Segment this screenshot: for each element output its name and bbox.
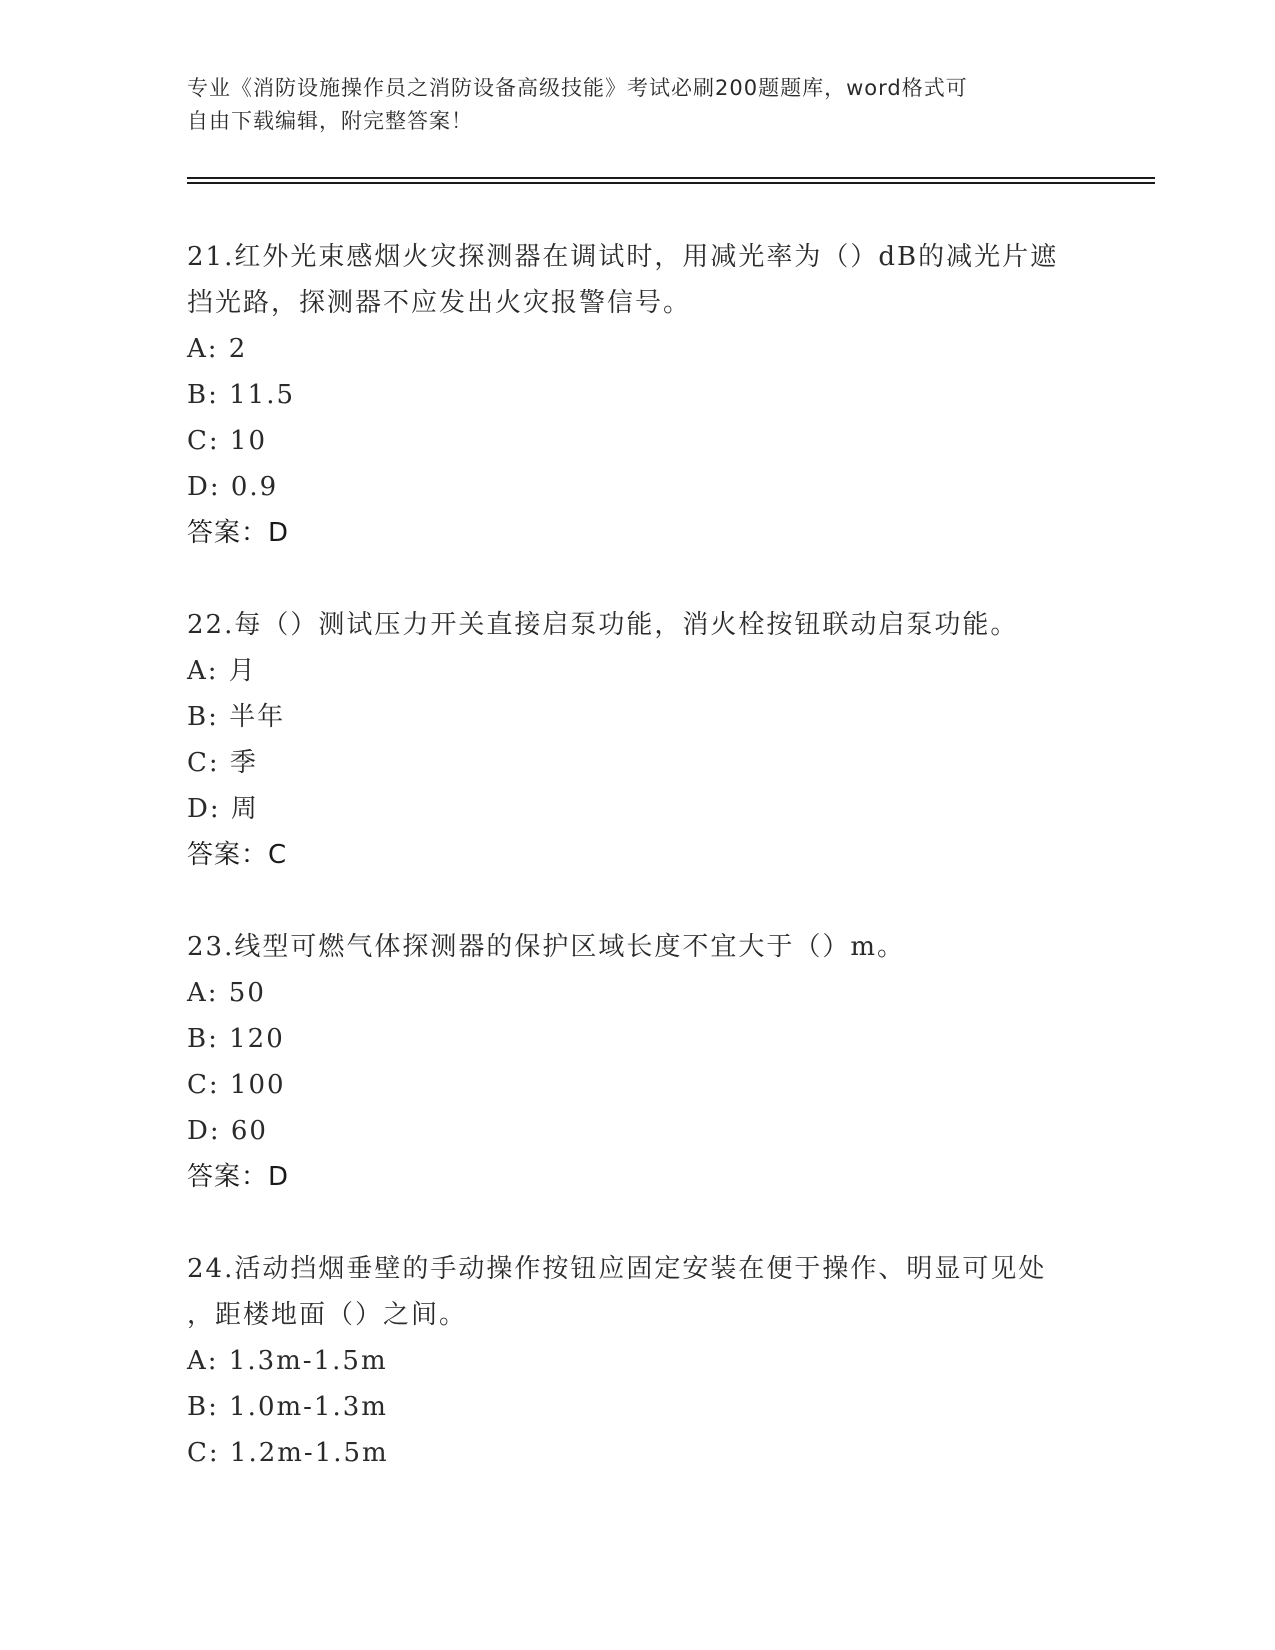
question-23 [187,924,1087,1200]
header-line-2: 自由下载编辑，附完整答案！ [187,109,473,133]
option-c: C: 1.2m-1.5m [187,1438,389,1468]
question-list [187,234,1087,1476]
question-text-line: 挡光路，探测器不应发出火灾报警信号。 [187,288,692,318]
option-d: D: 0.9 [187,472,279,502]
option-c: C: 季 [187,748,258,778]
question-text-line: ，距楼地面（）之间。 [187,1300,468,1330]
answer: 答案：D [187,1162,290,1192]
answer: 答案：C [187,840,288,870]
question-spacer [187,878,1087,924]
question-spacer [187,556,1087,602]
option-b: B: 11.5 [187,380,296,410]
question-text-line: 24.活动挡烟垂壁的手动操作按钮应固定安装在便于操作、明显可见处 [187,1254,1047,1284]
option-a: A: 1.3m-1.5m [187,1346,388,1376]
option-c: C: 10 [187,426,268,456]
option-a: A: 50 [187,978,266,1008]
question-text-line: 23.线型可燃气体探测器的保护区域长度不宜大于（）m。 [187,932,906,962]
option-d: D: 60 [187,1116,268,1146]
option-a: A: 月 [187,656,257,686]
question-text-line: 22.每（）测试压力开关直接启泵功能，消火栓按钮联动启泵功能。 [187,610,1019,640]
question-text-line: 21.红外光束感烟火灾探测器在调试时，用减光率为（）dB的减光片遮 [187,242,1059,272]
option-b: B: 半年 [187,702,286,732]
header-divider-top [187,177,1155,179]
option-b: B: 1.0m-1.3m [187,1392,388,1422]
answer: 答案：D [187,518,290,548]
question-21 [187,234,1087,556]
option-a: A: 2 [187,334,248,364]
option-c: C: 100 [187,1070,286,1100]
document-header [187,72,1067,138]
header-line-1: 专业《消防设施操作员之消防设备高级技能》考试必刷200题题库，word格式可 [187,76,968,100]
question-spacer [187,1200,1087,1246]
option-d: D: 周 [187,794,259,824]
header-divider-bottom [187,182,1155,184]
question-24 [187,1246,1087,1476]
question-22 [187,602,1087,878]
option-b: B: 120 [187,1024,285,1054]
